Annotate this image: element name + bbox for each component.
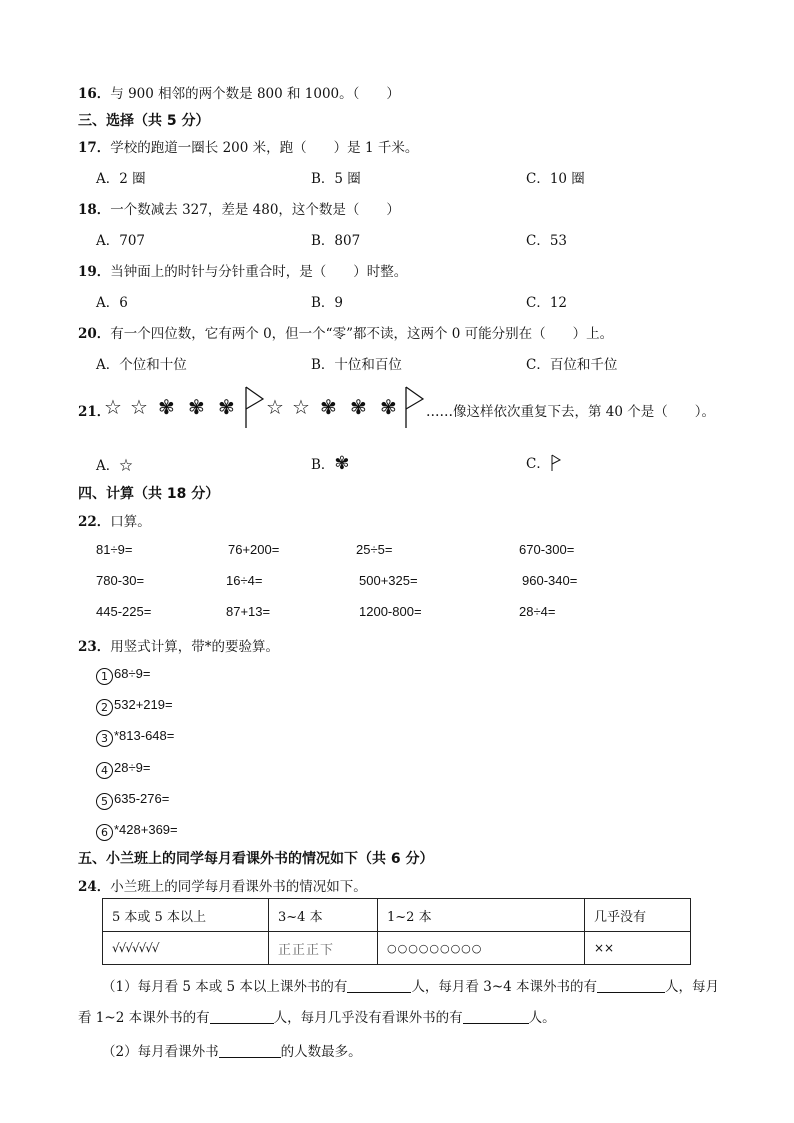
star-icon: ☆ [104, 395, 122, 419]
oral-calc-item: 16÷4= [226, 573, 263, 588]
sub-question-1-line-1 [102, 975, 719, 995]
sub-question-2 [102, 1040, 362, 1060]
calc-expression: *813-648= [114, 728, 175, 743]
oral-calc-item: 25÷5= [356, 542, 393, 557]
section-heading-choice: 三、选择（共 5 分） [78, 113, 210, 129]
tally-cell: ×× [585, 932, 691, 965]
question-number: 18． [78, 202, 111, 218]
table-header-cell: 5 本或 5 本以上 [103, 899, 269, 932]
question-text: ……像这样依次重复下去，第 40 个是（ ）。 [426, 404, 716, 420]
sub-question-text: 人，每月几乎没有看课外书的有 [273, 1010, 463, 1026]
tally-cell: ○○○○○○○○○ [378, 932, 585, 965]
table-header-cell: 几乎没有 [585, 899, 691, 932]
flower-icon: ✾ [158, 395, 175, 419]
flag-icon [550, 454, 562, 471]
circled-number: 3 [96, 730, 113, 747]
oral-calc-item: 445-225= [96, 604, 152, 619]
answer-blank[interactable] [463, 1009, 529, 1024]
option-b[interactable]: B．十位和百位 [311, 357, 402, 373]
option-b[interactable] [311, 453, 350, 473]
option-b[interactable]: B．9 [311, 295, 344, 311]
answer-blank[interactable] [210, 1009, 274, 1024]
flower-icon: ✾ [188, 395, 205, 419]
oral-calc-item: 76+200= [228, 542, 280, 557]
calc-expression: 28÷9= [114, 760, 151, 775]
reading-survey-table [102, 898, 691, 965]
option-c[interactable]: C．53 [526, 233, 568, 249]
option-a[interactable]: A．☆ [96, 458, 133, 474]
oral-calc-item: 87+13= [226, 604, 271, 619]
question-19 [78, 260, 407, 280]
question-number: 20． [78, 326, 111, 342]
sub-question-text: 的人数最多。 [280, 1044, 362, 1060]
table-row [103, 932, 691, 965]
question-text: 当钟面上的时针与分针重合时，是（ ）时整。 [110, 264, 408, 280]
table-header-cell: 3~4 本 [269, 899, 378, 932]
question-number: 19． [78, 264, 111, 280]
option-label: C． [526, 456, 550, 472]
circled-number: 6 [96, 824, 113, 841]
oral-calc-item: 500+325= [359, 573, 418, 588]
circled-number: 2 [96, 699, 113, 716]
flower-icon: ✾ [350, 395, 367, 419]
question-number: 21． [78, 404, 111, 420]
symbol-sequence [104, 385, 424, 429]
question-text: 小兰班上的同学每月看课外书的情况如下。 [110, 879, 367, 895]
sub-question-text: （1）每月看 5 本或 5 本以上课外书的有 [102, 979, 348, 995]
calc-expression: 635-276= [114, 791, 170, 806]
section-heading-calculation: 四、计算（共 18 分） [78, 486, 220, 502]
vertical-calc-item [96, 760, 150, 779]
oral-calc-item: 28÷4= [519, 604, 556, 619]
question-number: 23． [78, 639, 111, 655]
vertical-calc-item [96, 822, 178, 841]
question-text: 一个数减去 327，差是 480，这个数是（ ） [110, 202, 400, 218]
tally-cell: 正正正下 [269, 932, 378, 965]
sub-question-text: 看 1~2 本课外书的有 [78, 1010, 210, 1026]
sub-question-1-line-2 [78, 1006, 556, 1026]
option-a[interactable]: A．个位和十位 [96, 357, 187, 373]
answer-blank[interactable] [219, 1043, 281, 1058]
table-header-row [103, 899, 691, 932]
calc-expression: 532+219= [114, 697, 173, 712]
tally-cell: √√√√√√√ [103, 932, 269, 965]
option-c[interactable]: C．10 圈 [526, 171, 585, 187]
calc-expression: 68÷9= [114, 666, 151, 681]
calc-expression: *428+369= [114, 822, 178, 837]
question-22 [78, 510, 151, 530]
answer-blank[interactable] [597, 978, 665, 993]
flag-icon [404, 385, 426, 429]
answer-blank[interactable] [347, 978, 411, 993]
flower-icon: ✾ [218, 395, 235, 419]
question-text: 用竖式计算，带*的要验算。 [110, 639, 280, 655]
oral-calc-item: 780-30= [96, 573, 145, 588]
flag-icon [244, 385, 266, 429]
question-text: 口算。 [110, 514, 151, 530]
question-text: 有一个四位数，它有两个 0，但一个“零”都不读，这两个 0 可能分别在（ ）上。 [110, 326, 614, 342]
flower-icon: ✾ [320, 395, 337, 419]
question-number: 22． [78, 514, 111, 530]
star-icon: ☆ [266, 395, 284, 419]
option-a[interactable]: A．707 [96, 233, 146, 249]
vertical-calc-item [96, 728, 174, 747]
question-23 [78, 635, 279, 655]
oral-calc-item: 81÷9= [96, 542, 133, 557]
oral-calc-item: 1200-800= [359, 604, 422, 619]
option-label: B． [311, 457, 335, 473]
question-number: 16． [78, 86, 111, 102]
question-number: 17． [78, 140, 111, 156]
section-heading-statistics: 五、小兰班上的同学每月看课外书的情况如下（共 6 分） [78, 851, 434, 867]
option-a[interactable]: A．6 [96, 295, 128, 311]
option-b[interactable]: B．807 [311, 233, 361, 249]
star-icon: ☆ [292, 395, 310, 419]
question-17 [78, 136, 418, 156]
vertical-calc-item [96, 791, 169, 810]
question-20 [78, 322, 613, 342]
question-number: 24． [78, 879, 111, 895]
vertical-calc-item [96, 697, 173, 716]
circled-number: 5 [96, 793, 113, 810]
question-24 [78, 875, 367, 895]
star-icon: ☆ [130, 395, 148, 419]
circled-number: 1 [96, 668, 113, 685]
oral-calc-item: 960-340= [522, 573, 578, 588]
sub-question-text: （2）每月看课外书 [102, 1044, 219, 1060]
sub-question-text: 人，每月看 3~4 本课外书的有 [411, 979, 598, 995]
option-b[interactable]: B．5 圈 [311, 171, 361, 187]
sub-question-text: 人。 [528, 1010, 556, 1026]
circled-number: 4 [96, 762, 113, 779]
oral-calc-item: 670-300= [519, 542, 575, 557]
option-c[interactable] [526, 452, 562, 472]
table-header-cell: 1~2 本 [378, 899, 585, 932]
question-16 [78, 82, 400, 102]
question-18 [78, 198, 400, 218]
question-text: 与 900 相邻的两个数是 800 和 1000。（ ） [110, 86, 400, 102]
flower-icon: ✾ [380, 395, 397, 419]
sub-question-text: 人，每月 [665, 979, 720, 995]
flower-icon: ✾ [334, 453, 350, 474]
vertical-calc-item [96, 666, 150, 685]
question-text: 学校的跑道一圈长 200 米，跑（ ）是 1 千米。 [110, 140, 419, 156]
option-c[interactable]: C．百位和千位 [526, 357, 618, 373]
option-a[interactable]: A．2 圈 [96, 171, 146, 187]
option-c[interactable]: C．12 [526, 295, 568, 311]
